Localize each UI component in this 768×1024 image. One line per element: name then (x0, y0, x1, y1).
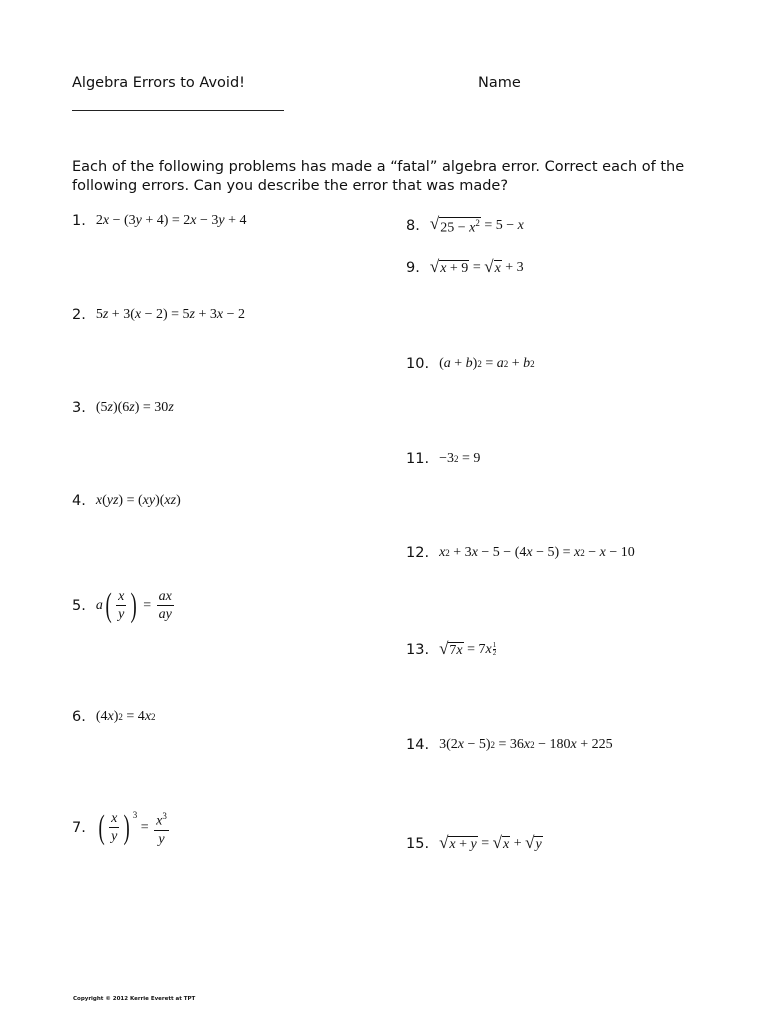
problem-equation: ( $\frac{x}{y}$ ) $^3$ = $\frac{x^3}{y}$ (98, 808, 167, 847)
problem-4 (72, 493, 181, 509)
problem-number: 5. (72, 597, 86, 614)
problem-equation: 3(2 x − 5) 2 = 36 x 2 − 180 x + 225 (439, 737, 613, 752)
problem-15 (406, 834, 543, 853)
problem-equation: −3 2 = 9 (439, 451, 481, 466)
problem-number: 3. (72, 400, 86, 416)
problem-number: 2. (72, 307, 86, 323)
problem-number: 12. (406, 545, 430, 561)
problem-3 (72, 400, 174, 416)
problem-equation: x 2 + 3 x − 5 − (4 x − 5) = x 2 − x − 10 (439, 545, 635, 560)
problem-number: 10. (406, 356, 430, 372)
problem-5 (72, 588, 176, 623)
problem-7 (72, 808, 171, 848)
name-line[interactable] (72, 110, 284, 111)
problem-number: 14. (406, 737, 430, 753)
problem-equation: √ $25 - x^2$ = 5 − x (429, 214, 524, 236)
problem-equation: x ( yz ) = ( xy )( xz ) (95, 493, 181, 508)
problem-8 (406, 215, 524, 237)
problem-9 (406, 258, 524, 277)
problem-12 (406, 545, 635, 561)
problem-number: 11. (406, 451, 430, 467)
problem-equation: 5 z + 3( x − 2) = 5 z + 3 x − 2 (95, 307, 246, 322)
problem-equation: (5 z )(6 z ) = 30 z (95, 400, 174, 415)
problem-number: 4. (72, 493, 86, 509)
problem-number: 9. (406, 259, 420, 276)
name-label: Name (478, 75, 521, 91)
problem-11 (406, 451, 480, 467)
worksheet-title: Algebra Errors to Avoid! (72, 75, 245, 91)
problem-equation: ( a + b ) 2 = a 2 + b 2 (439, 356, 535, 371)
problem-equation: a ( $\frac{x}{y}$ ) = $\frac{ax}{ay}$ (95, 586, 172, 624)
problem-equation: √ x + 9 = √ x + 3 (429, 257, 524, 276)
problem-number: 1. (72, 213, 86, 229)
problem-14 (406, 737, 613, 753)
problem-10 (406, 356, 535, 372)
copyright-notice: Copyright © 2012 Kerrie Everett at TPT (73, 996, 196, 1002)
problem-equation: √ 7x = 7 x $\frac{1}{2}$ (439, 639, 497, 658)
problem-number: 8. (406, 217, 420, 234)
problem-number: 7. (72, 819, 86, 836)
problem-1 (72, 213, 247, 229)
problem-equation: (4 x ) 2 = 4 x 2 (95, 709, 156, 724)
problem-number: 13. (406, 641, 430, 658)
problem-6 (72, 709, 156, 725)
problem-13 (406, 640, 496, 659)
problem-2 (72, 307, 245, 323)
problem-equation: 2 x − (3 y + 4) = 2 x − 3 y + 4 (95, 213, 247, 228)
problem-number: 6. (72, 709, 86, 725)
problem-equation: √ x + y = √ x + √ y (439, 833, 542, 852)
problem-number: 15. (406, 835, 430, 852)
instructions: Each of the following problems has made a “fatal” algebra error. Correct each of the following errors. Can you describe the error that was made? (72, 159, 685, 194)
